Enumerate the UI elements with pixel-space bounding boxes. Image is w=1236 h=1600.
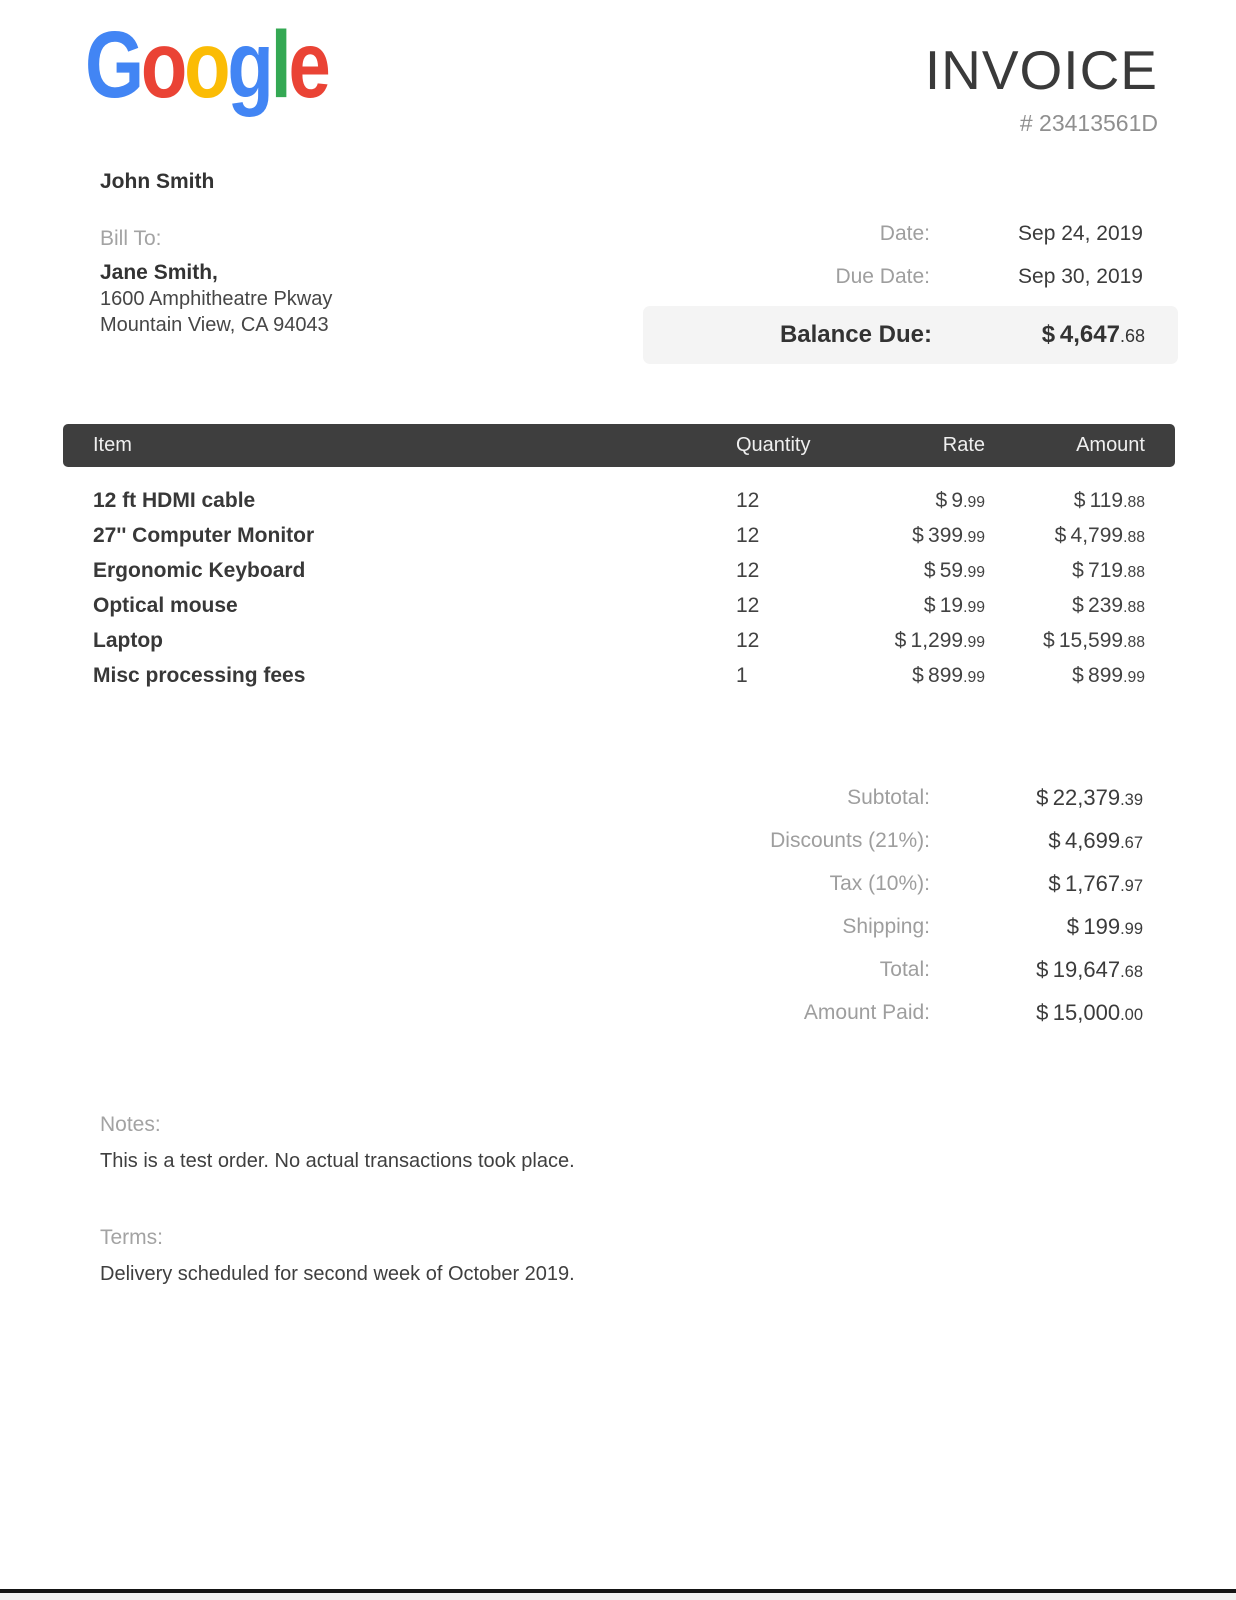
- google-logo: [85, 12, 328, 118]
- shipping-value: $ 199.99: [1066, 913, 1143, 939]
- item-amount: $ 719.88: [1072, 558, 1145, 582]
- tax-row: [603, 862, 1143, 905]
- item-amount: $ 239.88: [1072, 593, 1145, 617]
- tax-label: Tax (10%):: [829, 871, 930, 895]
- bill-to-label: Bill To:: [100, 227, 162, 250]
- item-rate: $ 399.99: [912, 523, 985, 547]
- item-name: Laptop: [93, 628, 163, 652]
- items-table-body: [63, 467, 1175, 693]
- notes-label: Notes:: [100, 1113, 161, 1136]
- total-row: [603, 948, 1143, 991]
- tax-value: $ 1,767.97: [1048, 870, 1143, 896]
- table-row: [63, 588, 1175, 623]
- discounts-row: [603, 819, 1143, 862]
- logo-letter: e: [288, 12, 328, 118]
- subtotal-row: [603, 776, 1143, 819]
- total-value: $ 19,647.68: [1036, 956, 1143, 982]
- total-label: Total:: [879, 957, 930, 981]
- discounts-label: Discounts (21%):: [770, 828, 930, 852]
- due-date-label: Due Date:: [835, 264, 930, 288]
- date-value: Sep 24, 2019: [1018, 221, 1143, 245]
- amount-paid-row: [603, 991, 1143, 1034]
- item-amount: $ 15,599.88: [1042, 628, 1145, 652]
- item-quantity: 12: [736, 558, 760, 582]
- page-edge-line: [0, 1589, 1236, 1593]
- item-quantity: 12: [736, 593, 760, 617]
- item-quantity: 12: [736, 628, 760, 652]
- date-row: [623, 212, 1143, 255]
- item-name: 12 ft HDMI cable: [93, 488, 256, 512]
- invoice-number: # 23413561D: [1019, 109, 1158, 136]
- item-quantity: 1: [736, 663, 748, 687]
- invoice-meta: [623, 212, 1143, 298]
- item-amount: $ 899.99: [1072, 663, 1145, 687]
- amount-paid-label: Amount Paid:: [803, 1000, 930, 1024]
- discounts-value: $ 4,699.67: [1048, 827, 1143, 853]
- item-amount: $ 119.88: [1073, 488, 1145, 512]
- logo-letter: l: [270, 12, 289, 118]
- item-quantity: 12: [736, 488, 760, 512]
- items-table: [63, 424, 1175, 693]
- invoice-header: [924, 39, 1158, 137]
- bill-to-address-line2: Mountain View, CA 94043: [100, 314, 329, 336]
- date-label: Date:: [879, 221, 930, 245]
- terms-label: Terms:: [100, 1226, 163, 1249]
- item-name: Ergonomic Keyboard: [93, 558, 306, 582]
- bill-to-address-line1: 1600 Amphitheatre Pkway: [100, 288, 333, 310]
- logo-letter: o: [140, 12, 185, 118]
- due-date-value: Sep 30, 2019: [1018, 264, 1143, 288]
- item-amount: $ 4,799.88: [1054, 523, 1145, 547]
- terms-block: [100, 1226, 575, 1286]
- notes-block: [100, 1113, 575, 1173]
- table-row: [63, 658, 1175, 693]
- header-item: Item: [93, 434, 132, 456]
- item-name: Optical mouse: [93, 593, 238, 617]
- page-edge-shade: [0, 1593, 1236, 1600]
- amount-paid-value: $ 15,000.00: [1036, 999, 1143, 1025]
- bill-to-name: Jane Smith,: [100, 261, 218, 284]
- item-rate: $ 9.99: [935, 488, 985, 512]
- item-name: 27'' Computer Monitor: [93, 523, 315, 547]
- balance-due-label: Balance Due:: [779, 321, 932, 348]
- table-row: [63, 553, 1175, 588]
- shipping-label: Shipping:: [842, 914, 930, 938]
- header-amount: Amount: [1076, 434, 1145, 456]
- balance-due-value: $ 4,647.68: [1041, 321, 1145, 348]
- header-quantity: Quantity: [736, 434, 811, 456]
- item-rate: $ 59.99: [923, 558, 985, 582]
- item-name: Misc processing fees: [93, 663, 306, 687]
- subtotal-value: $ 22,379.39: [1036, 784, 1143, 810]
- table-row: [63, 518, 1175, 553]
- due-date-row: [623, 255, 1143, 298]
- logo-letter: o: [184, 12, 228, 118]
- subtotal-label: Subtotal:: [847, 785, 930, 809]
- item-rate: $ 1,299.99: [894, 628, 985, 652]
- balance-due-strip: [643, 306, 1178, 364]
- bill-to-block: [100, 226, 332, 338]
- table-row: [63, 483, 1175, 518]
- item-rate: $ 899.99: [912, 663, 985, 687]
- table-row: [63, 623, 1175, 658]
- logo-letter: G: [85, 12, 141, 118]
- logo-letter: g: [227, 12, 271, 118]
- items-table-header: [63, 424, 1175, 467]
- terms-text: Delivery scheduled for second week of October 2019.: [100, 1263, 575, 1285]
- invoice-title: INVOICE: [924, 39, 1158, 101]
- header-rate: Rate: [942, 434, 985, 456]
- item-quantity: 12: [736, 523, 760, 547]
- sender-name: John Smith: [100, 170, 215, 193]
- notes-text: This is a test order. No actual transactions took place.: [100, 1150, 575, 1172]
- totals-block: [603, 776, 1143, 1034]
- item-rate: $ 19.99: [923, 593, 985, 617]
- shipping-row: [603, 905, 1143, 948]
